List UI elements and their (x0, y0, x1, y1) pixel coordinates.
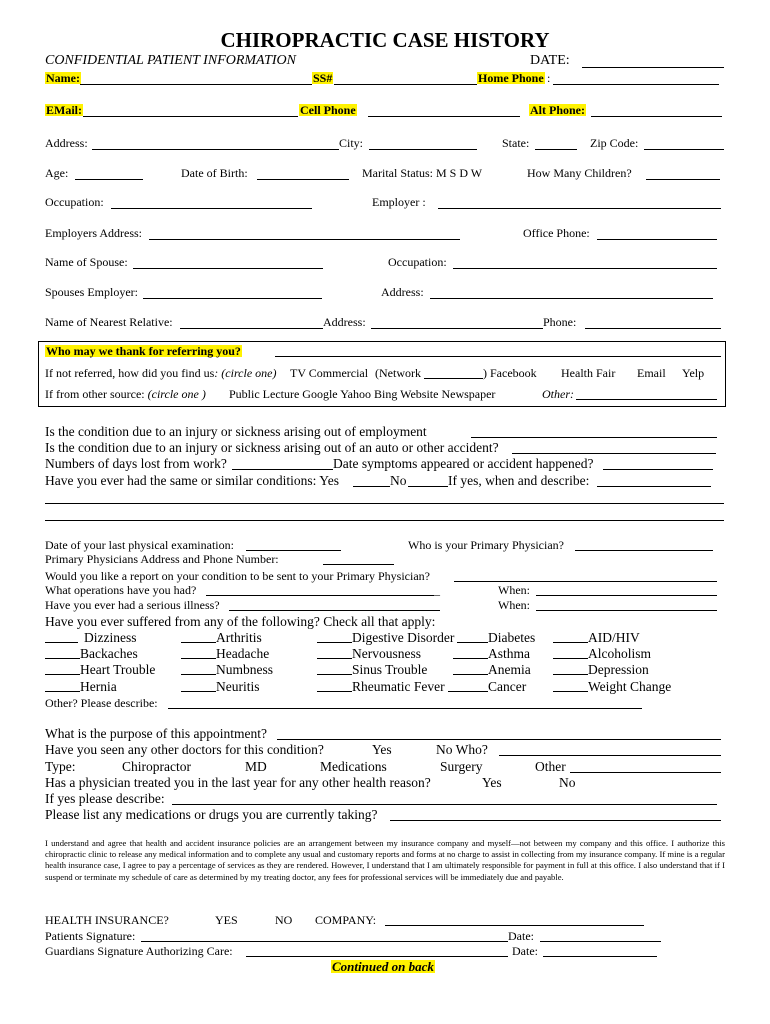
insurance-no[interactable]: NO (275, 913, 293, 927)
children-label: How Many Children? (527, 166, 632, 180)
home-phone-label: Home Phone (478, 71, 544, 85)
employment-question: Is the condition due to an injury or sickness arising out of employment (45, 424, 427, 439)
days-lost-field[interactable] (232, 469, 333, 470)
address-label: Address: (45, 136, 88, 150)
asthma-check[interactable] (453, 658, 488, 659)
medications-field[interactable] (390, 820, 721, 821)
source-other-field[interactable] (576, 399, 717, 400)
case-history-form: CHIROPRACTIC CASE HISTORY CONFIDENTIAL PATIENT INFORMATION DATE: Name: SS# Home Phone : EMail: Cell Phone Alt Phone: Address: City: State: Zip Code: Age: Date of Birth: Marital Status: M S D W How Many Children? Occupation: Employer : Employers Address: Office Phone: Name of Spouse: Occupation: Spouses Employer: Address: Name of Nearest Relative: Address: Phone: Who may we thank for referring you? If not referred, how did you find us: (circle one) TV Commercial (Network ) Facebook Health Fair Email Yelp If from other source: (circle one ) Public Lecture Google Yahoo Bing Website Newspaper Other: Is the condition due to an injury or sickness arising out of employment Is the condition due to an injury or sickness arising out of an auto or other accident? Numbers of days lost from work? Date symptoms appeared or accident happened? Have you ever had the same or similar conditions: Yes No If yes, when and describe: Date of your last physical examination: Who is your Primary Physician? Primary Physicians Address and Phone Number: Would you like a report on your condition to be sent to your Primary Physician? What operations have you had? _ When: Have you ever had a serious illness? When: Have you ever suffered from any of the following? Check all that apply: Dizziness Backaches Heart Trouble Hernia Arthritis Headache Numbness Neuritis Digestive Disorder Nervousness Sinus Trouble Rheumatic Fever Diabetes Asthma Anemia Cancer AID/HIV Alcoholism Depression Weight Change Other? Please describe: What is the purpose of this appointment? Have you seen any other doctors for this condition? Yes No Who? Type: Chiropractor MD Medications Surgery Other Has a physician treated you in the last year for any other health reason? Yes No If yes please describe: Please list any medications or drugs you are currently taking? I understand and agree that health and accident insurance policies are an arrangement between my insurance company and myself—not between my company and this office. I authorize this chiropractic clinic to release any medical information and to complete any usual and customary reports and forms at no charge to assist in collecting from my insurance company. If mine is a regular health insurance case, I agree to pay a percentage of services as they are rendered. However, I understand that I am ultimately responsible for payment in full at this office. I also understand that if I suspend or terminate my schedule of care as determined by my treating doctor, any fees for professional services will be immediately due and payable. HEALTH INSURANCE? YES NO COMPANY: Patients Signature: Date: Guardians Signature Authorizing Care: Date: Continued on back (0, 0, 770, 1024)
state-field[interactable] (535, 149, 577, 150)
accident-question: Is the condition due to an injury or sickness arising out of an auto or other accident? (45, 440, 499, 455)
similar-describe-field[interactable] (597, 486, 711, 487)
rheumatic-label: Rheumatic Fever (352, 679, 445, 694)
similar-describe-label: If yes, when and describe: (448, 473, 590, 488)
other-doctors-label: Have you seen any other doctors for this condition? (45, 742, 324, 757)
anemia-check[interactable] (453, 674, 488, 675)
describe-line-1[interactable] (45, 503, 724, 504)
source-tv-commercial[interactable]: TV Commercial (290, 366, 369, 380)
digestive-label: Digestive Disorder (352, 630, 455, 645)
operations-when-label: When: (498, 583, 530, 597)
asthma-label: Asthma (488, 646, 530, 661)
other-doctors-who-field[interactable] (499, 755, 721, 756)
anemia-label: Anemia (488, 662, 531, 677)
source-other-label: Other: (542, 387, 574, 401)
guardian-date-label: Date: (512, 944, 538, 958)
describe-field[interactable] (172, 804, 717, 805)
diabetes-label: Diabetes (488, 630, 536, 645)
form-title: CHIROPRACTIC CASE HISTORY (220, 28, 550, 52)
type-chiropractor[interactable]: Chiropractor (122, 759, 191, 774)
spouse-address-field[interactable] (430, 298, 713, 299)
operations-underscore: _ (434, 583, 440, 597)
marital-status[interactable]: Marital Status: M S D W (362, 166, 483, 180)
type-medications[interactable]: Medications (320, 759, 387, 774)
aid-hiv-check[interactable] (553, 642, 588, 643)
dizziness-check[interactable] (45, 642, 78, 643)
spouse-name-field[interactable] (133, 268, 323, 269)
source-network[interactable]: (Network (375, 366, 421, 380)
patient-signature-label: Patients Signature: (45, 929, 136, 943)
days-lost-label: Numbers of days lost from work? (45, 456, 227, 471)
numbness-check[interactable] (181, 674, 216, 675)
relative-phone-label: Phone: (543, 315, 577, 329)
type-label: Type: (45, 759, 76, 774)
patient-date-field[interactable] (540, 941, 661, 942)
backaches-check[interactable] (45, 658, 80, 659)
treated-question: Has a physician treated you in the last year for any other health reason? (45, 775, 431, 790)
cell-phone-label: Cell Phone (300, 103, 356, 117)
insurance-yes[interactable]: YES (215, 913, 238, 927)
nervousness-check[interactable] (317, 658, 352, 659)
nervousness-label: Nervousness (352, 646, 421, 661)
company-field[interactable] (385, 925, 644, 926)
source-yelp[interactable]: Yelp (682, 366, 705, 380)
date-label: DATE: (530, 53, 570, 68)
other-describe-label: Other? Please describe: (45, 696, 158, 710)
headache-check[interactable] (181, 658, 216, 659)
hernia-label: Hernia (80, 679, 117, 694)
insurance-label: HEALTH INSURANCE? (45, 913, 169, 927)
operations-label: What operations have you had? (45, 583, 197, 597)
describe-line-2[interactable] (45, 520, 724, 521)
heart-trouble-check[interactable] (45, 674, 80, 675)
alcoholism-check[interactable] (553, 658, 588, 659)
weight-change-label: Weight Change (588, 679, 672, 694)
state-label: State: (502, 136, 530, 150)
patient-signature-field[interactable] (141, 941, 508, 942)
rheumatic-check[interactable] (317, 691, 352, 692)
office-phone-field[interactable] (597, 239, 717, 240)
type-surgery[interactable]: Surgery (440, 759, 483, 774)
other-doctors-yes[interactable]: Yes (372, 742, 392, 757)
email-label: EMail: (46, 103, 82, 117)
occupation-field[interactable] (111, 208, 312, 209)
treated-yes[interactable]: Yes (482, 775, 502, 790)
employer-label: Employer : (372, 195, 426, 209)
source-email[interactable]: Email (637, 366, 666, 380)
accident-field[interactable] (512, 453, 716, 454)
similar-yes-field[interactable] (353, 486, 390, 487)
referral-field[interactable] (275, 356, 721, 357)
primary-address-field[interactable] (323, 564, 394, 565)
dob-label: Date of Birth: (181, 166, 248, 180)
medications-label: Please list any medications or drugs you are currently taking? (45, 807, 378, 822)
relative-phone-field[interactable] (585, 328, 721, 329)
numbness-label: Numbness (216, 662, 273, 677)
spouse-occupation-label: Occupation: (388, 255, 447, 269)
relative-address-label: Address: (323, 315, 366, 329)
network-field[interactable] (424, 378, 483, 379)
purpose-field[interactable] (277, 739, 721, 740)
sinus-check[interactable] (317, 674, 352, 675)
hernia-check[interactable] (45, 691, 80, 692)
cell-phone-field[interactable] (368, 116, 520, 117)
depression-label: Depression (588, 662, 649, 677)
describe-label: If yes please describe: (45, 791, 165, 806)
date-field[interactable] (582, 67, 724, 68)
continued-on-back: Continued on back (332, 959, 434, 974)
ss-field[interactable] (334, 84, 477, 85)
guardian-date-field[interactable] (543, 956, 657, 957)
city-field[interactable] (369, 149, 477, 150)
dob-field[interactable] (257, 179, 349, 180)
type-md[interactable]: MD (245, 759, 267, 774)
other-source-label: If from other source: (circle one ) (45, 387, 206, 401)
source-facebook[interactable]: ) Facebook (483, 366, 537, 380)
guardian-signature-field[interactable] (246, 956, 508, 957)
depression-check[interactable] (553, 674, 588, 675)
similar-no-field[interactable] (408, 486, 448, 487)
other-doctors-no-who[interactable]: No Who? (436, 742, 488, 757)
name-field[interactable] (80, 84, 312, 85)
last-exam-field[interactable] (246, 550, 341, 551)
patient-date-label: Date: (508, 929, 534, 943)
serious-illness-field[interactable] (229, 610, 440, 611)
heart-trouble-label: Heart Trouble (80, 662, 156, 677)
age-label: Age: (45, 166, 69, 180)
spouse-name-label: Name of Spouse: (45, 255, 128, 269)
agreement-text: I understand and agree that health and accident insurance policies are an arrangement between my insurance company and myself—not between my company and this office. I authorize this chiropractic clinic to release any medical information and to complete any usual and customary reports and forms at no charge to assist in collecting from my insurance company. If mine is a regular health insurance case, I agree to pay a percentage of services as they are rendered. However, I understand that I am ultimately responsible for payment in full at this office. I also understand that if I suspend or terminate my schedule of care as determined by my treating doctor, any fees for professional services will be immediately due and payable. (45, 838, 725, 882)
spouses-employer-field[interactable] (143, 298, 322, 299)
backaches-label: Backaches (80, 646, 138, 661)
arthritis-check[interactable] (181, 642, 216, 643)
ss-label: SS# (313, 71, 333, 85)
sinus-label: Sinus Trouble (352, 662, 428, 677)
spouse-occupation-field[interactable] (453, 268, 717, 269)
symptoms-date-field[interactable] (603, 469, 713, 470)
relative-address-field[interactable] (371, 328, 543, 329)
relative-label: Name of Nearest Relative: (45, 315, 173, 329)
illness-when-field[interactable] (536, 610, 717, 611)
last-exam-label: Date of your last physical examination: (45, 538, 234, 552)
relative-field[interactable] (180, 328, 323, 329)
operations-field[interactable] (206, 595, 434, 596)
other-describe-field[interactable] (168, 708, 642, 709)
treated-no[interactable]: No (559, 775, 576, 790)
headache-label: Headache (216, 646, 270, 661)
guardian-signature-label: Guardians Signature Authorizing Care: (45, 944, 233, 958)
occupation-label: Occupation: (45, 195, 104, 209)
employers-address-field[interactable] (149, 239, 460, 240)
report-question: Would you like a report on your condition to be sent to your Primary Physician? (45, 569, 430, 583)
children-field[interactable] (646, 179, 720, 180)
source-options-2[interactable]: Public Lecture Google Yahoo Bing Website Newspaper (229, 387, 496, 401)
address-field[interactable] (92, 149, 339, 150)
email-field[interactable] (83, 116, 298, 117)
symptoms-date-label: Date symptoms appeared or accident happened? (333, 456, 594, 471)
neuritis-check[interactable] (181, 691, 216, 692)
neuritis-label: Neuritis (216, 679, 260, 694)
illness-when-label: When: (498, 598, 530, 612)
cancer-check[interactable] (448, 691, 488, 692)
company-label: COMPANY: (315, 913, 377, 927)
alt-phone-label: Alt Phone: (530, 103, 585, 117)
conditions-heading: Have you ever suffered from any of the following? Check all that apply: (45, 614, 436, 629)
zip-label: Zip Code: (590, 136, 639, 150)
primary-physician-field[interactable] (575, 550, 713, 551)
purpose-label: What is the purpose of this appointment? (45, 726, 267, 741)
zip-field[interactable] (644, 149, 724, 150)
spouses-employer-label: Spouses Employer: (45, 285, 138, 299)
operations-when-field[interactable] (536, 595, 717, 596)
digestive-check[interactable] (317, 642, 352, 643)
similar-conditions-label: Have you ever had the same or similar conditions: Yes (45, 473, 339, 488)
serious-illness-label: Have you ever had a serious illness? (45, 598, 220, 612)
referral-thanks-label: Who may we thank for referring you? (46, 344, 241, 358)
alcoholism-label: Alcoholism (588, 646, 651, 661)
report-field[interactable] (454, 581, 717, 582)
arthritis-label: Arthritis (216, 630, 262, 645)
weight-change-check[interactable] (553, 691, 588, 692)
primary-address-label: Primary Physicians Address and Phone Number: (45, 552, 279, 566)
primary-physician-label: Who is your Primary Physician? (408, 538, 564, 552)
employment-field[interactable] (471, 437, 717, 438)
city-label: City: (339, 136, 364, 150)
diabetes-check[interactable] (457, 642, 488, 643)
type-other-field[interactable] (570, 772, 721, 773)
employer-field[interactable] (438, 208, 721, 209)
cancer-label: Cancer (488, 679, 527, 694)
similar-no-label: No (390, 473, 407, 488)
form-subtitle: CONFIDENTIAL PATIENT INFORMATION (45, 53, 296, 68)
not-referred-label: If not referred, how did you find us: (circle one) (45, 366, 277, 380)
alt-phone-field[interactable] (591, 116, 722, 117)
age-field[interactable] (75, 179, 143, 180)
employers-address-label: Employers Address: (45, 226, 142, 240)
type-other[interactable]: Other (535, 759, 566, 774)
spouse-address-label: Address: (381, 285, 424, 299)
dizziness-label: Dizziness (84, 630, 137, 645)
source-health-fair[interactable]: Health Fair (561, 366, 616, 380)
aid-hiv-label: AID/HIV (588, 630, 640, 645)
office-phone-label: Office Phone: (523, 226, 590, 240)
home-phone-field[interactable] (553, 84, 719, 85)
name-label: Name: (46, 71, 80, 85)
